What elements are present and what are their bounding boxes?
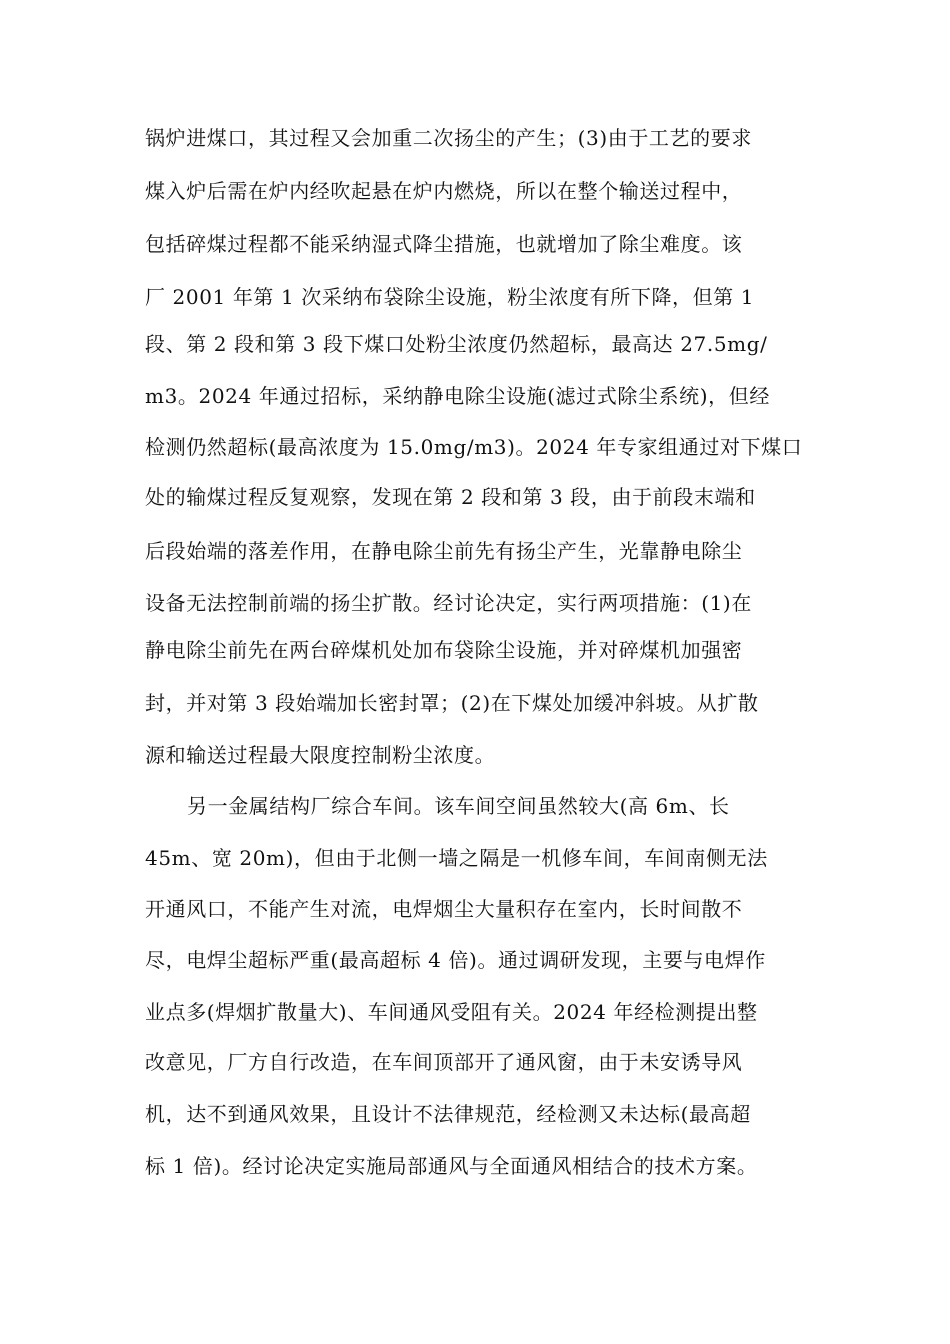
paragraph-2-line: 开通风口，不能产生对流，电焊烟尘大量积存在室内，长时间散不 (145, 897, 743, 921)
paragraph-1-line: 静电除尘前先在两台碎煤机处加布袋除尘设施，并对碎煤机加强密 (145, 638, 743, 662)
paragraph-2-line: 业点多(焊烟扩散量大)、车间通风受阻有关。2024 年经检测提出整 (145, 1000, 758, 1024)
paragraph-2-line: 机，达不到通风效果，且设计不法律规范，经检测又未达标(最高超 (145, 1102, 751, 1126)
paragraph-2-line: 另一金属结构厂综合车间。该车间空间虽然较大(高 6m、长 (187, 794, 730, 818)
paragraph-1-line: 后段始端的落差作用，在静电除尘前先有扬尘产生，光靠静电除尘 (145, 539, 743, 563)
paragraph-1-line: 段、第 2 段和第 3 段下煤口处粉尘浓度仍然超标，最高达 27.5mg/ (145, 332, 768, 356)
paragraph-1-line: 锅炉进煤口，其过程又会加重二次扬尘的产生；(3)由于工艺的要求 (145, 126, 752, 150)
paragraph-1-line: 煤入炉后需在炉内经吹起悬在炉内燃烧，所以在整个输送过程中， (145, 179, 743, 203)
paragraph-1-line: 包括碎煤过程都不能采纳湿式降尘措施，也就增加了除尘难度。该 (145, 232, 743, 256)
paragraph-2-line: 45m、宽 20m)，但由于北侧一墙之隔是一机修车间，车间南侧无法 (145, 846, 768, 870)
paragraph-2-line: 尽，电焊尘超标严重(最高超标 4 倍)。通过调研发现，主要与电焊作 (145, 948, 766, 972)
paragraph-1-line: 厂 2001 年第 1 次采纳布袋除尘设施，粉尘浓度有所下降，但第 1 (145, 285, 755, 309)
paragraph-1-line: 检测仍然超标(最高浓度为 15.0mg/m3)。2024 年专家组通过对下煤口 (145, 435, 803, 459)
paragraph-2-line: 改意见，厂方自行改造，在车间顶部开了通风窗，由于未安诱导风 (145, 1050, 743, 1074)
paragraph-1-line: m3。2024 年通过招标，采纳静电除尘设施(滤过式除尘系统)，但经 (145, 384, 770, 408)
paragraph-1-line: 设备无法控制前端的扬尘扩散。经讨论决定，实行两项措施：(1)在 (145, 591, 752, 615)
paragraph-1-line: 源和输送过程最大限度控制粉尘浓度。 (145, 743, 496, 767)
paragraph-1-line: 处的输煤过程反复观察，发现在第 2 段和第 3 段，由于前段末端和 (145, 485, 756, 509)
paragraph-1-line: 封，并对第 3 段始端加长密封罩；(2)在下煤处加缓冲斜坡。从扩散 (145, 691, 759, 715)
paragraph-2-line: 标 1 倍)。经讨论决定实施局部通风与全面通风相结合的技术方案。 (145, 1154, 758, 1178)
